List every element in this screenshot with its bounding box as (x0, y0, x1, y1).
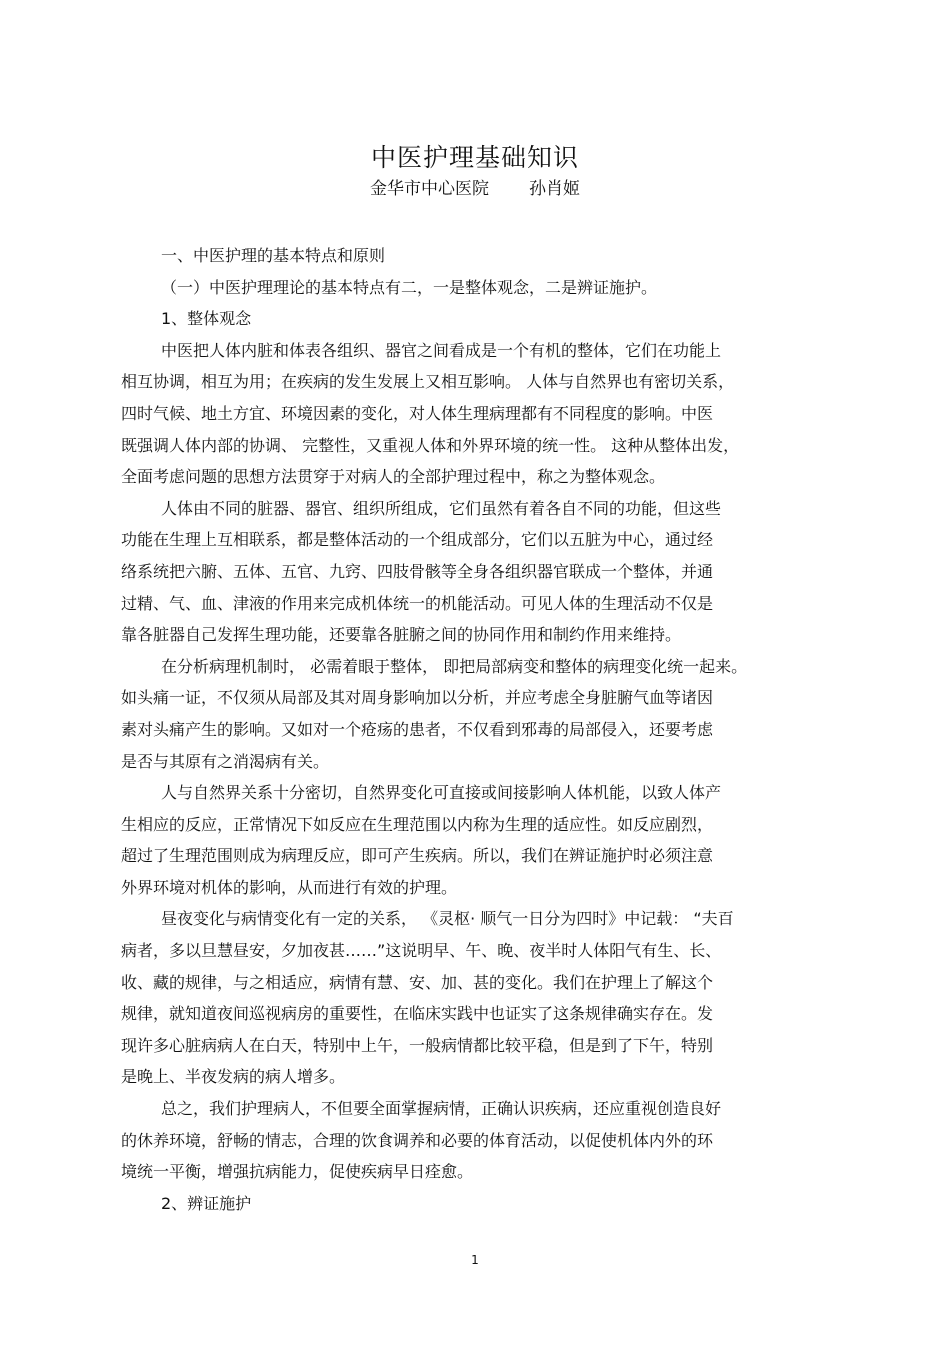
text-line: 超过了生理范围则成为病理反应，即可产生疾病。所以，我们在辨证施护时必须注意 (121, 846, 714, 866)
text-line: 1、整体观念 (161, 309, 252, 329)
author-name: 孙肖姬 (529, 179, 580, 199)
text-line: 络系统把六腑、五体、五官、九窍、四肢骨骸等全身各组织器官联成一个整体，并通 (121, 561, 714, 581)
page-number: 1 (471, 1253, 479, 1267)
text-line: 素对头痛产生的影响。又如对一个疮疡的患者，不仅看到邪毒的局部侵入，还要考虑 (121, 719, 714, 739)
text-line: 四时气候、地土方宜、环境因素的变化，对人体生理病理都有不同程度的影响。中医 (121, 403, 714, 423)
text-line: 功能在生理上互相联系，都是整体活动的一个组成部分，它们以五脏为中心，通过经 (121, 530, 714, 550)
text-line: 总之，我们护理病人，不但要全面掌握病情，正确认识疾病，还应重视创造良好 (161, 1099, 722, 1119)
text-line: 收、藏的规律，与之相适应，病情有慧、安、加、甚的变化。我们在护理上了解这个 (121, 972, 714, 992)
text-line: 生相应的反应，正常情况下如反应在生理范围以内称为生理的适应性。如反应剧烈， (121, 814, 714, 834)
text-line: 如头痛一证，不仅须从局部及其对周身影响加以分析，并应考虑全身脏腑气血等诸因 (121, 688, 714, 708)
text-line: 相互协调，相互为用；在疾病的发生发展上又相互影响。 人体与自然界也有密切关系， (121, 372, 735, 392)
text-line: 既强调人体内部的协调、 完整性，又重视人体和外界环境的统一性。 这种从整体出发， (121, 435, 740, 455)
document-byline (0, 176, 950, 202)
text-line: 在分析病理机制时， 必需着眼于整体， 即把局部病变和整体的病理变化统一起来。 (161, 656, 748, 676)
text-line: 昼夜变化与病情变化有一定的关系， 《灵枢· 顺气一日分为四时》中记载： “夫百 (161, 909, 734, 929)
document-body (121, 240, 831, 1219)
text-line: 的休养环境，舒畅的情志，合理的饮食调养和必要的体育活动，以促使机体内外的环 (121, 1130, 714, 1150)
text-line: 全面考虑问题的思想方法贯穿于对病人的全部护理过程中，称之为整体观念。 (121, 467, 666, 487)
document-title: 中医护理基础知识 (370, 143, 579, 172)
text-line: 是晚上、半夜发病的病人增多。 (121, 1067, 346, 1087)
text-line: 靠各脏器自己发挥生理功能，还要靠各脏腑之间的协同作用和制约作用来维持。 (121, 625, 682, 645)
text-line: 一、中医护理的基本特点和原则 (161, 246, 386, 265)
text-line: 现许多心脏病病人在白天，特别中上午，一般病情都比较平稳，但是到了下午，特别 (121, 1035, 714, 1055)
text-line: 病者，多以旦慧昼安，夕加夜甚……”这说明早、午、晚、夜半时人体阳气有生、长、 (121, 941, 722, 961)
text-line: 境统一平衡，增强抗病能力，促使疾病早日痊愈。 (121, 1162, 474, 1182)
text-line: 2、辨证施护 (161, 1193, 252, 1213)
text-line: 人体由不同的脏器、器官、组织所组成，它们虽然有着各自不同的功能，但这些 (161, 498, 722, 518)
text-line: 是否与其原有之消渴病有关。 (121, 751, 330, 771)
text-line: 外界环境对机体的影响，从而进行有效的护理。 (121, 877, 458, 897)
text-line: 中医把人体内脏和体表各组织、器官之间看成是一个有机的整体，它们在功能上 (161, 340, 722, 360)
text-line: 过精、气、血、津液的作用来完成机体统一的机能活动。可见人体的生理活动不仅是 (121, 593, 714, 613)
text-line: 人与自然界关系十分密切，自然界变化可直接或间接影响人体机能，以致人体产 (161, 783, 722, 803)
institution-name: 金华市中心医院 (370, 179, 489, 199)
text-line: （一）中医护理理论的基本特点有二，一是整体观念，二是辨证施护。 (161, 277, 658, 297)
text-line: 规律，就知道夜间巡视病房的重要性，在临床实践中也证实了这条规律确实存在。发 (121, 1004, 714, 1024)
